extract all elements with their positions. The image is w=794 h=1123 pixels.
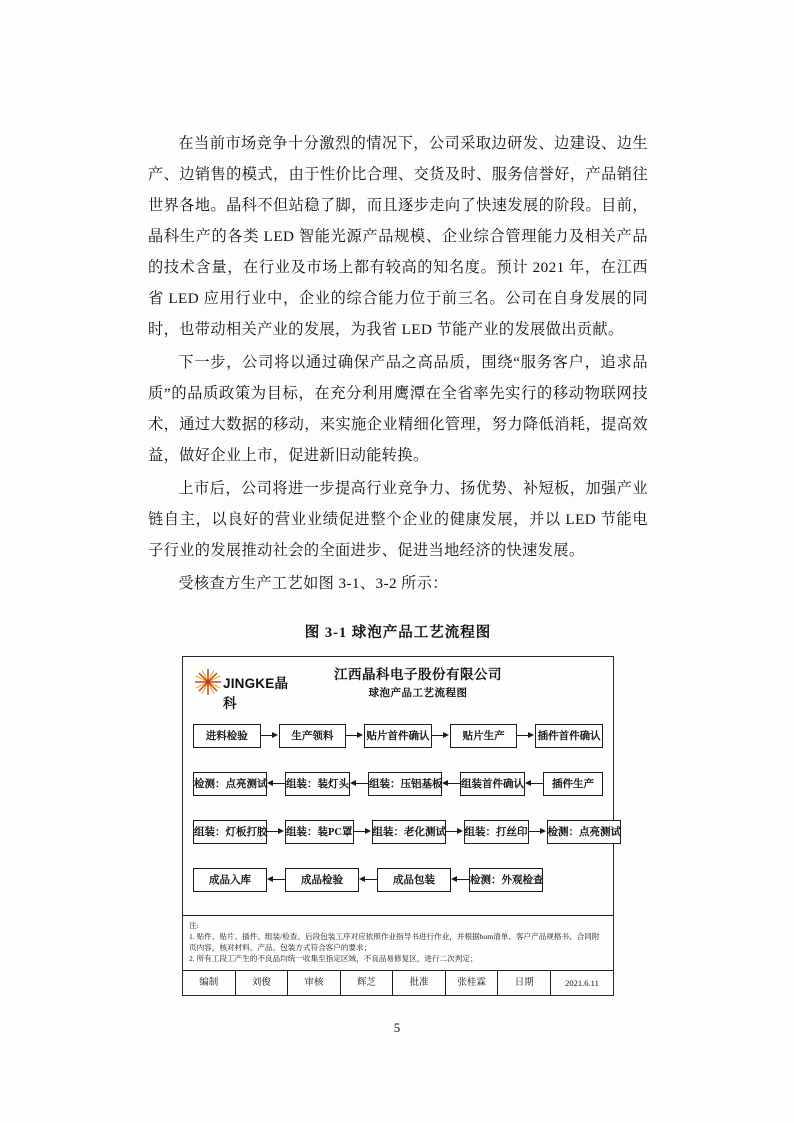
arrow-left-icon [359,875,377,885]
arrow-left-icon [350,779,368,789]
paragraph-3: 上市后，公司将进一步提高行业竞争力、扬优势、补短板，加强产业链自主，以良好的营业业绩促进整个企业的健康发展，并以 LED 节能电子行业的发展推动社会的全面进步、促进当地经济的快速发展。 [148,480,648,559]
signature-cell: 批准 [393,971,446,995]
flow-node: 检测：点亮测试 [547,820,621,844]
flow-node: 成品包装 [377,868,451,892]
paragraph-2: 下一步，公司将以通过确保产品之高品质，围绕“服务客户，追求品质”的品质政策为目标，在充分利用鹰潭在全省率先实行的移动物联网技术，通过大数据的移动，来实施企业精细化管理，努力降低消耗，提高效益，做好企业上市，促进新旧动能转换。 [148,354,648,464]
arrow-right-icon [529,827,547,837]
flow-node: 组装：装灯头 [285,772,350,796]
arrow-right-icon [354,827,372,837]
flow-node: 组装：压铝基板 [368,772,442,796]
figure-caption: 图 3-1 球泡产品工艺流程图 [304,625,492,641]
diagram-title: 江西晶科电子股份有限公司 [334,667,502,682]
flow-row-1 [193,717,603,755]
flow-node: 进料检验 [193,724,261,748]
flow-node: 生产领料 [279,724,347,748]
flow-node: 成品入库 [193,868,267,892]
signature-cell: 审核 [288,971,341,995]
logo-text-en: JINGKE [223,676,275,691]
flow-node: 贴片生产 [450,724,518,748]
flow-node: 检测：外观检查 [469,868,543,892]
arrow-right-icon [446,827,464,837]
arrow-right-icon [261,731,279,741]
arrow-left-icon [267,875,285,885]
signature-cell: 辉芝 [341,971,394,995]
arrow-right-icon [346,731,364,741]
flow-node: 成品检验 [285,868,359,892]
signature-cell: 日期 [498,971,551,995]
logo-text-cn: 晶科 [223,676,289,711]
process-flow-diagram [182,656,621,996]
signature-date: 2021.6.11 [565,978,599,988]
signature-table [183,970,613,995]
arrow-left-icon [525,779,543,789]
flow-grid [183,711,621,915]
flow-node: 检测：点亮测试 [193,772,267,796]
flow-node: 组装：打丝印 [464,820,529,844]
arrow-right-icon [267,827,285,837]
flow-node: 插件首件确认 [535,724,603,748]
arrow-left-icon [451,875,469,885]
signature-cell: 编制 [183,971,236,995]
arrow-right-icon [432,731,450,741]
diagram-notes [183,915,613,970]
arrow-left-icon [442,779,460,789]
arrow-left-icon [267,779,285,789]
paragraph-1: 在当前市场竞争十分激烈的情况下，公司采取边研发、边建设、边生产、边销售的模式，由于性价比合理、交货及时、服务信誉好，产品销往世界各地。晶科不但站稳了脚，而且逐步走向了快速发展的阶段。目前，晶科生产的各类 LED 智能光源产品规模、企业综合管理能力及相关产品的技术含量，在行业及市场上都有较高的知名度。预计 2021 年，在江西省 LED 应用行业中，企业的综合能力位于前三名。公司在自身发展的同时，也带动相关产业的发展，为我省 LED 节能产业的发展做出贡献。 [148,135,648,338]
paragraph-4: 受核查方生产工艺如图 3-1、3-2 所示： [178,575,448,592]
note-item: 2. 所有工段工产生的不良品均统一收集至指定区域，不良品易修复区，进行二次判定； [189,954,478,963]
flow-row-3 [193,813,621,851]
diagram-subtitle: 球泡产品工艺流程图 [368,688,468,699]
flow-node: 组装：灯板打胶 [193,820,267,844]
flow-node: 组装首件确认 [460,772,525,796]
notes-title: 注: [189,921,199,930]
note-item: 1. 贴件、贴片、插件、组装/检查、后段包装工序对应依照作业指导书进行作业，并根据bom清单、客户产品规格书、合同附页内容，核对材料、产品、包装方式符合客户的要求； [189,932,600,952]
flow-node: 插件生产 [543,772,603,796]
page-number: 5 [393,1020,401,1035]
diagram-header [183,657,613,711]
flow-row-2 [193,765,603,803]
signature-cell: 张桂霖 [446,971,499,995]
signature-cell: 刘俊 [236,971,289,995]
document-body [148,128,648,996]
flow-node: 组装：装PC罩 [285,820,354,844]
flow-row-4 [193,861,603,899]
flow-node: 贴片首件确认 [364,724,432,748]
flow-node: 组装：老化测试 [372,820,446,844]
arrow-right-icon [517,731,535,741]
